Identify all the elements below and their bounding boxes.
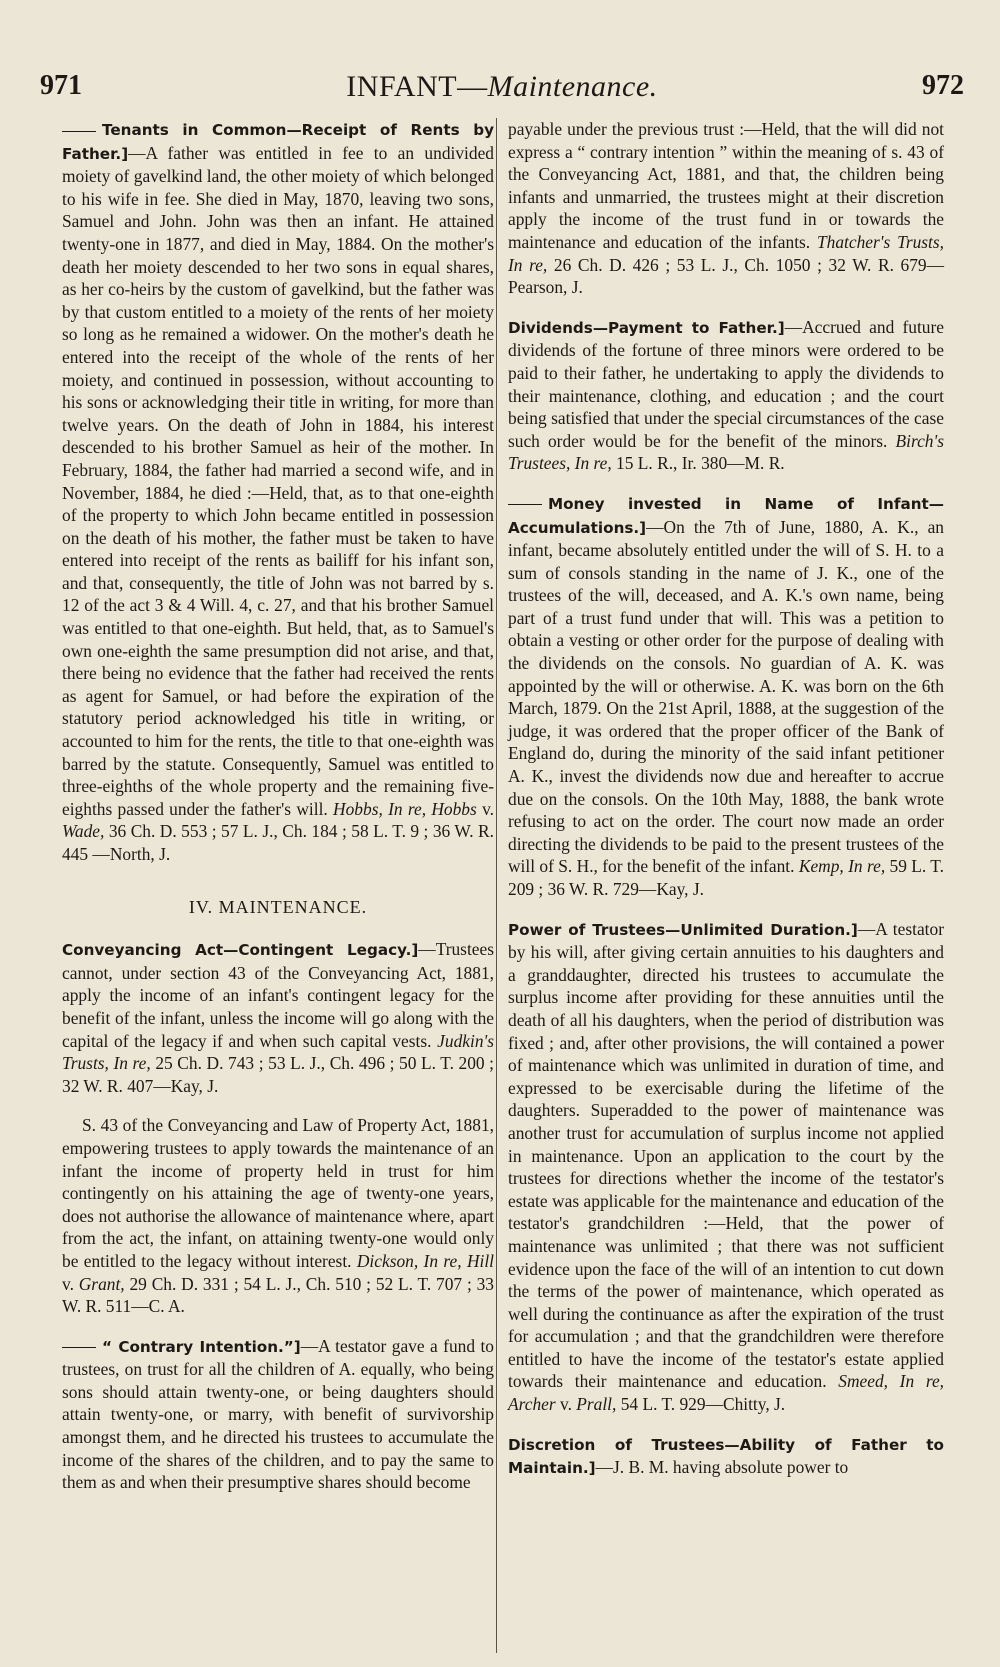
citation: 54 L. T. 929—Chitty, J. bbox=[616, 1394, 786, 1415]
case-name: Smeed, In re, Archer bbox=[508, 1371, 945, 1415]
entry-contrary-intention-continued bbox=[508, 118, 944, 299]
column-divider bbox=[496, 118, 497, 1653]
entry-dash bbox=[508, 504, 542, 505]
entry-text: payable under the previous trust :—Held, that the will did not express a “ contrary intention ” within the meaning of s. 43 of the Conveyancing Act, 1881, and that, the children being infants and unmarried, the trustees might at their discretion apply the income of the trust fund in or towards the maintenance and education of the infants. bbox=[508, 119, 944, 252]
citation: 29 Ch. D. 331 ; 54 L. J., Ch. 510 ; 52 L. T. 707 ; 33 W. R. 511—C. A. bbox=[62, 1273, 495, 1317]
left-page-number: 971 bbox=[40, 70, 82, 101]
running-title-main: INFANT— bbox=[346, 70, 488, 103]
entry-dash bbox=[62, 1347, 96, 1348]
entry-text: —J. B. M. having absolute power to bbox=[595, 1457, 849, 1478]
entry-s43 bbox=[62, 1114, 494, 1317]
case-other-party: Prall, bbox=[576, 1394, 617, 1415]
entry-text: —A testator by his will, after giving certain annuities to his daughters and a granddaughter, directed his trustees to accumulate the surplus income after providing for these annuities until the death of all his daughters, when the period of distribution was fixed ; and, after other provisions, the will contained a power of maintenance which was unlimited in duration of time, and expressed to be exercisable during the lifetime of the daughters. Superadded to the power of maintenance was another trust for accumulation of surplus income not applied in maintenance. Upon an application to the court by the trustees for directions whether the income of the testator's estate was applicable for the maintenance and education of the testator's grandchildren :—Held, that the power of maintenance was unlimited ; that there was not sufficient evidence upon the face of the will of an intention to cut down the terms of the power of maintenance, which operated as well during the continuance as after the expiration of the trust for accumulation ; and that the grandchildren were therefore entitled to have the income of the testator's estate applied towards their maintenance and education. bbox=[508, 918, 944, 1392]
entry-dividends bbox=[508, 316, 944, 475]
entry-text: —A father was entitled in fee to an undivided moiety of gavelkind land, the other moiety of which belonged to his wife in fee. She died in May, 1870, leaving two sons, Samuel and John. John was then an infant. He attained twenty-one in 1877, and died in May, 1884. On the mother's death her moiety descended to her two sons in equal shares, as her co-heirs by the custom of gavelkind, but the father was by that custom entitled to a moiety of the rents of her moiety so long as he remained a widower. On the mother's death he entered into the receipt of the whole of the rents of her moiety, and continued in possession, without accounting to his sons or acknowledging their title in writing, for more than twelve years. On the death of John in 1884, his interest descended to his brother Samuel as heir of the mother. In February, 1884, the father had married a second wife, and in November, 1884, he died :—Held, that, as to that one-eighth of the property to which John became entitled in possession on the death of his mother, the father must be taken to have entered into receipt of the rents as bailiff for his infant son, and that, consequently, the title of John was not barred by s. 12 of the act 3 & 4 Will. 4, c. 27, and that his brother Samuel was entitled to that one-eighth. But held, that, as to Samuel's own one-eighth the same presumption did not arise, and that, there being no evidence that the father had received the rents as agent for Samuel, or had before the expiration of the statutory period acknowledged his title in writing, or accounted to him for the rents, the title to that one-eighth was barred by the statute. Consequently, Samuel was entitled to three-eighths of the whole property and the remaining five-eighths passed under the father's will. bbox=[62, 142, 494, 819]
entry-discretion-of-trustees bbox=[508, 1433, 944, 1480]
entry-dash bbox=[62, 131, 96, 132]
case-name: Kemp, In re, bbox=[798, 856, 886, 877]
right-column bbox=[508, 118, 944, 1497]
entry-money-invested bbox=[508, 492, 944, 901]
entry-heading: Dividends—Payment to Father.] bbox=[508, 318, 785, 337]
entry-power-of-trustees bbox=[508, 918, 944, 1416]
left-column bbox=[62, 118, 494, 1511]
case-name: Dickson, In re, Hill bbox=[356, 1250, 494, 1271]
case-name: Judkin's Trusts, In re, bbox=[62, 1030, 494, 1074]
entry-heading: “ Contrary Intention.”] bbox=[102, 1337, 301, 1356]
entry-contrary-intention bbox=[62, 1335, 494, 1494]
section-title: IV. MAINTENANCE. bbox=[188, 896, 368, 917]
case-versus: v. bbox=[62, 1273, 79, 1294]
case-name: Birch's Trustees, In re, bbox=[508, 430, 944, 474]
running-title-italic: Maintenance. bbox=[487, 70, 658, 103]
entry-conveyancing-act bbox=[62, 938, 494, 1097]
citation: 26 Ch. D. 426 ; 53 L. J., Ch. 1050 ; 32 W. R. 679—Pearson, J. bbox=[508, 254, 944, 298]
case-versus: v. bbox=[476, 798, 494, 819]
running-title bbox=[40, 70, 964, 104]
citation: 59 L. T. 209 ; 36 W. R. 729—Kay, J. bbox=[508, 856, 944, 899]
entry-text: —A testator gave a fund to trustees, on trust for all the children of A. equally, who being sons should attain twenty-one, or being daughters should attain twenty-one, or marry, with benefit of survivorship amongst them, and he directed his trustees to accumulate the income of the shares of the children, and to pay the same to them as and when their presumptive shares should become bbox=[62, 1335, 494, 1493]
citation: 36 Ch. D. 553 ; 57 L. J., Ch. 184 ; 58 L. T. 9 ; 36 W. R. 445 —North, J. bbox=[62, 821, 494, 864]
entry-heading: Tenants in Common—Receipt of Rents by Father.] bbox=[62, 121, 494, 163]
running-head bbox=[40, 70, 964, 110]
entry-text: —On the 7th of June, 1880, A. K., an infant, became absolutely entitled under the will of S. H. to a sum of consols standing in the name of J. K., one of the trustees of the will, deceased, and A. K.'s own name, being part of a trust fund under that will. This was a petition to obtain a vesting or other order for the purpose of dealing with the dividends on the consols. No guardian of A. K. was appointed by the will or otherwise. A. K. was born on the 6th March, 1879. On the 21st April, 1888, at the suggestion of the judge, it was ordered that the proper officer of the Bank of England do, during the minority of the said infant petitioner A. K., invest the dividends now due and hereafter to accrue due on the consols. On the 10th May, 1888, the bank wrote refusing to act on the order. The court now made an order directing the dividends to be paid to the present trustees of the will of S. H., for the benefit of the infant. bbox=[508, 516, 944, 877]
entry-heading: Discretion of Trustees—Ability of Father to Maintain.] bbox=[508, 1435, 944, 1478]
entry-text: S. 43 of the Conveyancing and Law of Property Act, 1881, empowering trustees to apply towards the maintenance of an infant the income of property held in trust for him contingently on his attaining the age of twenty-one years, does not authorise the allowance of maintenance where, apart from the act, the infant, on attaining twenty-one would only be entitled to the legacy without interest. bbox=[62, 1115, 494, 1271]
case-other-party: Grant, bbox=[78, 1273, 125, 1294]
case-versus: v. bbox=[555, 1394, 577, 1415]
entry-text: —Accrued and future dividends of the fortune of three minors were ordered to be paid to their father, he undertaking to apply the dividends to their maintenance, clothing, and education ; and the court being satisfied that under the special circumstances of the case such order would be for the benefit of the minors. bbox=[508, 316, 944, 451]
citation: 15 L. R., Ir. 380—M. R. bbox=[611, 453, 785, 474]
entry-text: —Trustees cannot, under section 43 of the Conveyancing Act, 1881, apply the income of an infant's contingent legacy for the benefit of the infant, unless the income will go along with the capital of the legacy if and when such capital vests. bbox=[62, 939, 494, 1051]
case-name: Hobbs, In re, Hobbs bbox=[333, 798, 477, 819]
case-other-party: Wade, bbox=[62, 821, 105, 842]
entry-tenants-in-common bbox=[62, 118, 494, 866]
entry-heading: Power of Trustees—Unlimited Duration.] bbox=[508, 920, 858, 939]
case-name: Thatcher's Trusts, In re, bbox=[508, 231, 945, 275]
citation: 25 Ch. D. 743 ; 53 L. J., Ch. 496 ; 50 L. T. 200 ; 32 W. R. 407—Kay, J. bbox=[62, 1053, 495, 1096]
entry-heading: Conveyancing Act—Contingent Legacy.] bbox=[62, 941, 419, 960]
entry-heading: Money invested in Name of Infant—Accumulations.] bbox=[508, 494, 944, 537]
right-page-number: 972 bbox=[922, 70, 964, 101]
